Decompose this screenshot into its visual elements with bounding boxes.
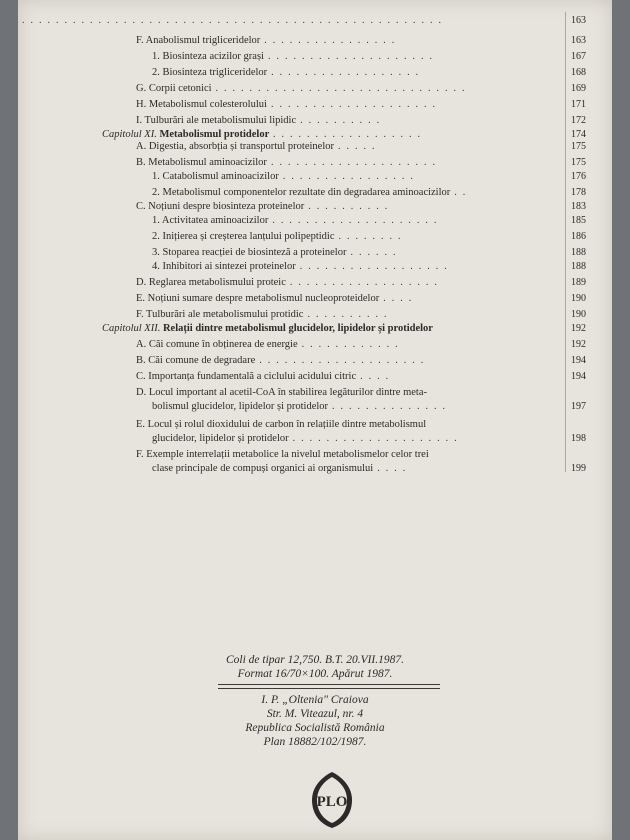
toc-page-number: 168 [571,67,586,78]
toc-entry [152,432,463,446]
toc-entry [136,370,394,384]
toc-page-number: 178 [571,187,586,198]
toc-entry [152,66,424,80]
toc-entry [152,400,451,414]
toc-leader-dots: .......... [307,309,393,320]
toc-leader-dots: .................... [259,355,430,366]
toc-page-number: 186 [571,231,586,242]
toc-entry-title: D. Reglarea metabolismului proteic [136,277,286,288]
toc-leader-dots: ................ [282,171,419,182]
colophon-line-4: Str. M. Viteazul, nr. 4 [266,708,364,720]
toc-page-number: 188 [571,247,586,258]
toc-entry-title: C. Importanța fundamentală a ciclului acidului citric [136,371,357,382]
toc-leader-dots: .......... [308,201,394,212]
toc-leader-dots: .................... [272,215,443,226]
svg-text:PLO: PLO [316,794,348,810]
toc-entry [136,156,441,170]
toc-entry [136,354,429,368]
toc-leader-dots: .................. [271,67,425,78]
toc-leader-dots: .......... [300,115,386,126]
toc-entry [136,34,400,48]
toc-entry [102,322,433,336]
toc-entry-title: bolismul glucidelor, lipidelor și protidelor [152,401,329,412]
toc-chapter-title: Relații dintre metabolismul glucidelor, lipidelor și protidelor [160,323,433,334]
toc-entry [136,200,393,214]
toc-entry-title: A. Digestia, absorbția și transportul proteinelor [136,141,334,152]
toc-entry-title: glucidelor, lipidelor și protidelor [152,433,289,444]
toc-entry-title: 2. Metabolismul componentelor rezultate din degradarea aminoacizilor [152,187,451,198]
toc-page-number: 188 [571,261,586,272]
toc-entry [136,386,427,400]
toc-page-number: 192 [571,323,586,334]
toc-entry-title: 3. Stoparea reacției de biosinteză a proteinelor [152,247,347,258]
toc-chapter-title: Metabolismul protidelor [156,129,270,140]
toc-entry [152,462,411,476]
toc-entry-title: F. Exemple interrelații metabolice la nivelul metabolismelor celor trei [136,449,429,460]
toc-page-number: 175 [571,157,586,168]
toc-leader-dots: ..... [338,141,381,152]
toc-entry [136,338,404,352]
toc-entry-title: D. Locul important al acetil-CoA în stabilirea legăturilor dintre meta- [136,387,427,398]
toc-entry-title: 1. Catabolismul aminoacizilor [152,171,279,182]
toc-entry [152,214,442,228]
book-page [18,0,612,840]
toc-entry-title: E. Locul și rolul dioxidului de carbon în relațiile dintre metabolismul [136,419,427,430]
toc-entry [136,448,429,462]
toc-entry-title: clase principale de compuși organici ai organismului [152,463,374,474]
toc-page-number: 197 [571,401,586,412]
toc-entry-title: B. Căi comune de degradare [136,355,256,366]
toc-entry [136,308,392,322]
toc-entry-title: Capitolul XII. [102,323,161,334]
colophon-line-6: Plan 18882/102/1987. [263,736,367,748]
toc-page-number: 176 [571,171,586,182]
toc-entry [18,14,447,28]
toc-entry [152,186,471,200]
toc-page-number: 171 [571,99,586,110]
toc-entry [136,114,385,128]
toc-leader-dots: .............................. [215,83,471,94]
toc-entry-title: F. Anabolismul trigliceridelor [136,35,261,46]
toc-page-number: 175 [571,141,586,152]
toc-page-number: 194 [571,371,586,382]
toc-leader-dots: .................... [270,157,441,168]
toc-entry [136,140,381,154]
toc-leader-dots: .................................................. [22,15,447,26]
toc-page-number: 185 [571,215,586,226]
toc-entry [136,418,426,432]
toc-leader-dots: .. [454,187,472,198]
toc-page-number: 167 [571,51,586,62]
toc-entry-title: 1. Activitatea aminoacizilor [152,215,269,226]
colophon-rule-top [218,684,440,685]
column-rule [565,12,566,472]
colophon-line-3: I. P. „Oltenia" Craiova [261,694,369,706]
toc-entry-title: I. Tulburări ale metabolismului lipidic [136,115,297,126]
toc-page-number: 192 [571,339,586,350]
toc-entry-title: F. Tulburări ale metabolismului protidic [136,309,304,320]
toc-leader-dots: .... [360,371,395,382]
colophon-rule-bottom [218,688,440,689]
toc-leader-dots: .................... [267,51,438,62]
toc-leader-dots: ................ [264,35,401,46]
toc-entry [152,50,438,64]
toc-page-number: 198 [571,433,586,444]
toc-leader-dots: .............. [332,401,452,412]
toc-entry-title: A. Căi comune în obținerea de energie [136,339,298,350]
toc-page-number: 199 [571,463,586,474]
toc-leader-dots: ........ [338,231,407,242]
toc-page-number: 183 [571,201,586,212]
toc-leader-dots: .................. [289,277,443,288]
toc-entry [152,230,407,244]
toc-entry-title: Capitolul XI. [102,129,157,140]
toc-entry [152,260,453,274]
toc-leader-dots: .................. [273,129,427,140]
toc-leader-dots: ...... [350,247,402,258]
toc-page-number: 163 [571,15,586,26]
colophon-line-5: Republica Socialistă România [245,722,385,734]
toc-page-number: 172 [571,115,586,126]
toc-leader-dots: .................... [270,99,441,110]
toc-entry [152,170,419,184]
toc-entry-title: G. Corpii cetonici [136,83,212,94]
colophon-line-2: Format 16/70×100. Apărut 1987. [237,668,393,680]
toc-entry-title: 1. Biosinteza acizilor grași [152,51,264,62]
toc-entry [136,292,417,306]
toc-entry [136,276,443,290]
toc-page-number: 189 [571,277,586,288]
toc-entry-title: B. Metabolismul aminoacizilor [136,157,267,168]
toc-page-number: 169 [571,83,586,94]
toc-entry-title: H. Metabolismul colesterolului [136,99,267,110]
toc-leader-dots: .................... [292,433,463,444]
colophon-line-1: Coli de tipar 12,750. B.T. 20.VII.1987. [225,654,405,666]
toc-entry-title: 2. Inițierea și creșterea lanțului polipeptidic [152,231,335,242]
toc-page-number: 190 [571,293,586,304]
toc-entry [152,246,401,260]
toc-entry [136,98,441,112]
toc-entry [136,82,471,96]
toc-leader-dots: .... [377,463,412,474]
toc-entry-title: C. Noțiuni despre biosinteza proteinelor [136,201,305,212]
toc-page-number: 163 [571,35,586,46]
toc-entry-title: 4. Inhibitori ai sintezei proteinelor [152,261,296,272]
toc-entry-title: 2. Biosinteza trigliceridelor [152,67,268,78]
toc-page-number: 174 [571,129,586,140]
toc-entry-title: E. Noțiuni sumare despre metabolismul nucleoproteidelor [136,293,380,304]
publisher-logo-icon [310,770,354,830]
toc-leader-dots: ............ [301,339,404,350]
toc-page-number: 190 [571,309,586,320]
toc-leader-dots: .................. [299,261,453,272]
toc-leader-dots: .... [383,293,418,304]
toc-page-number: 194 [571,355,586,366]
